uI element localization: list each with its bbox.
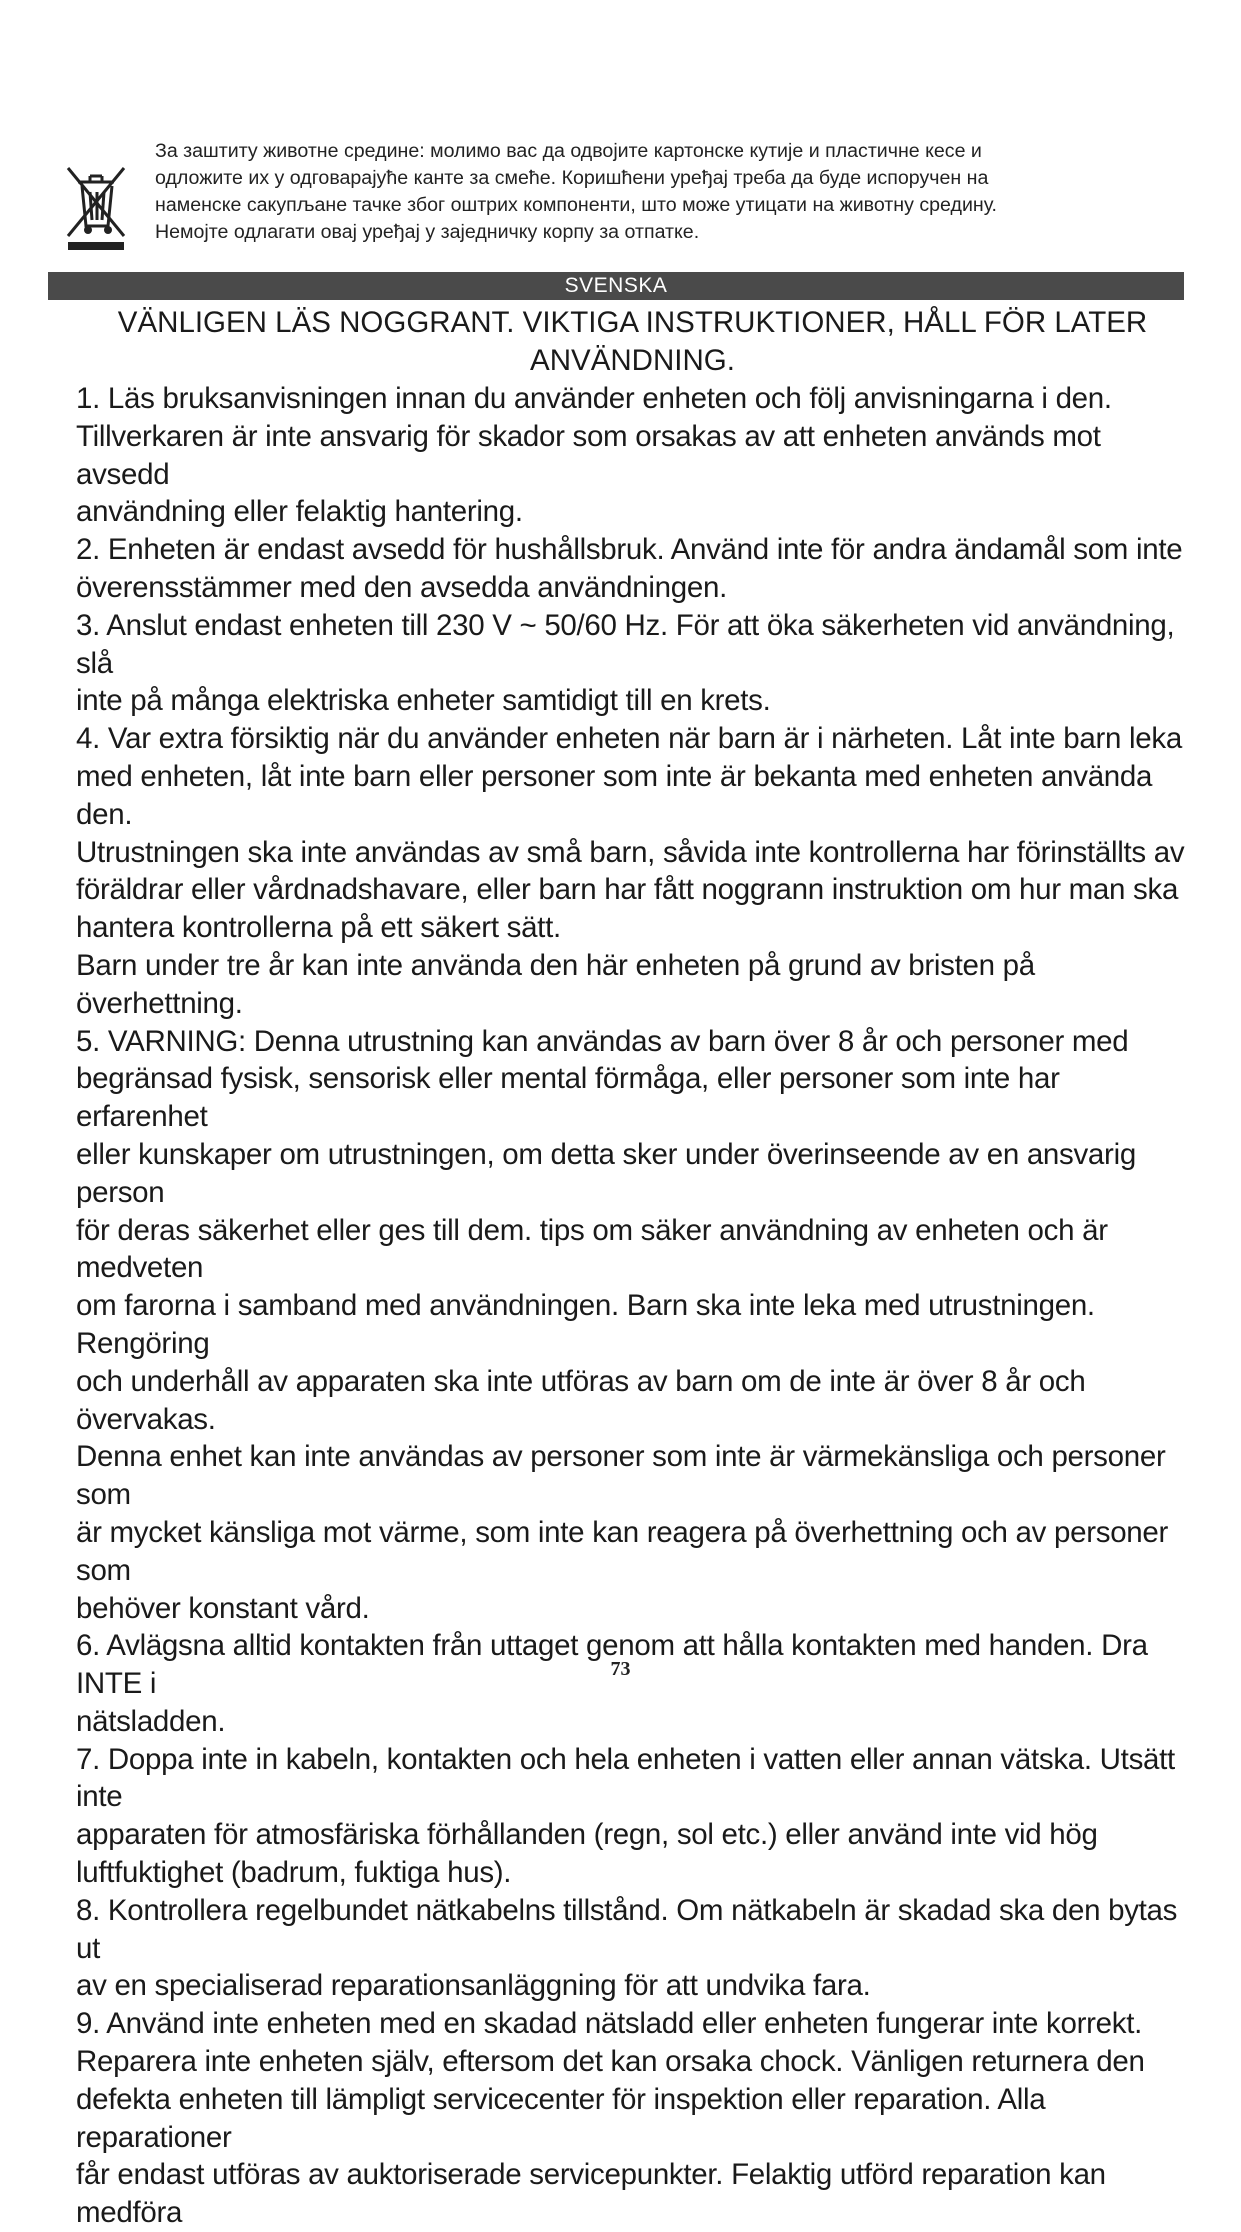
text-line: användning eller felaktig hantering. bbox=[76, 495, 523, 529]
text-line: 7. Doppa inte in kabeln, kontakten och hela enheten i vatten eller annan vätska. Utsätt inte bbox=[76, 1742, 1175, 1814]
crossed-out-wheelie-bin-icon bbox=[64, 164, 128, 252]
text-line: och underhåll av apparaten ska inte utföras av barn om de inte är över 8 år och övervakas. bbox=[76, 1364, 1086, 1436]
text-line: Utrustningen ska inte användas av små barn, såvida inte kontrollerna har förinställts av bbox=[76, 835, 1185, 869]
text-line: 1. Läs bruksanvisningen innan du använder enheten och följ anvisningarna i den. bbox=[76, 382, 1112, 415]
text-line: Reparera inte enheten själv, eftersom det kan orsaka chock. Vänligen returnera den bbox=[76, 2045, 1145, 2079]
disposal-line: За заштиту животне средине: молимо вас да одвојите картонске кутије и пластичне кесе и bbox=[155, 140, 982, 162]
text-line: föräldrar eller vårdnadshavare, eller barn har fått noggrann instruktion om hur man ska bbox=[76, 873, 1179, 907]
text-line: 5. VARNING: Denna utrustning kan användas av barn över 8 år och personer med bbox=[76, 1024, 1129, 1058]
text-line: hantera kontrollerna på ett säkert sätt. bbox=[76, 911, 561, 945]
page-number: 73 bbox=[610, 1658, 631, 1680]
text-line: apparaten för atmosfäriska förhållanden (regn, sol etc.) eller använd inte vid hög bbox=[76, 1818, 1098, 1852]
language-section-bar bbox=[48, 272, 1184, 300]
text-line: behöver konstant vård. bbox=[76, 1591, 370, 1625]
disposal-line: Немојте одлагати овај уређај у заједничку корпу за отпатке. bbox=[155, 221, 700, 243]
text-line: inte på många elektriska enheter samtidigt till en krets. bbox=[76, 684, 771, 718]
text-line: defekta enheten till lämpligt servicecenter för inspektion eller reparation. Alla reparationer bbox=[76, 2082, 1046, 2154]
text-line: överensstämmer med den avsedda användningen. bbox=[76, 570, 727, 604]
text-line: luftfuktighet (badrum, fuktiga hus). bbox=[76, 1856, 512, 1890]
text-line: Denna enhet kan inte användas av personer som inte är värmekänsliga och personer som bbox=[76, 1440, 1166, 1512]
text-line: nätsladden. bbox=[76, 1704, 226, 1738]
heading-line: VÄNLIGEN LÄS NOGGRANT. VIKTIGA INSTRUKTIONER, HÅLL FÖR LATER bbox=[117, 306, 1148, 339]
text-line: Barn under tre år kan inte använda den här enheten på grund av bristen på överhettning. bbox=[76, 948, 1035, 1020]
text-line: 3. Anslut endast enheten till 230 V ~ 50/60 Hz. För att öka säkerheten vid användning, slå bbox=[76, 608, 1175, 680]
disposal-line: наменске сакупљане тачке због оштрих компоненти, што може утицати на животну средину. bbox=[155, 194, 997, 216]
text-line: 6. Avlägsna alltid kontakten från uttaget genom att hålla kontakten med handen. Dra INTE i bbox=[76, 1629, 1148, 1701]
instructions-heading bbox=[100, 304, 1165, 380]
text-line: för deras säkerhet eller ges till dem. tips om säker användning av enheten och är medveten bbox=[76, 1213, 1108, 1285]
text-line: av en specialiserad reparationsanläggning för att undvika fara. bbox=[76, 1969, 871, 2003]
text-line: 8. Kontrollera regelbundet nätkabelns tillstånd. Om nätkabeln är skadad ska den bytas ut bbox=[76, 1893, 1178, 1965]
heading-line: ANVÄNDNING. bbox=[530, 344, 735, 377]
text-line: 2. Enheten är endast avsedd för hushållsbruk. Använd inte för andra ändamål som inte bbox=[76, 533, 1183, 567]
text-line: 4. Var extra försiktig när du använder enheten när barn är i närheten. Låt inte barn leka bbox=[76, 722, 1182, 756]
instructions-body bbox=[76, 380, 1188, 2232]
text-line: är mycket känsliga mot värme, som inte kan reagera på överhettning och av personer som bbox=[76, 1515, 1169, 1587]
text-line: får endast utföras av auktoriserade servicepunkter. Felaktig utförd reparation kan medföra bbox=[76, 2158, 1106, 2230]
language-label: SVENSKA bbox=[564, 274, 668, 297]
disposal-line: одложите их у одговарајуће канте за смеће. Коришћени уређај треба да буде испоручен на bbox=[155, 167, 989, 189]
text-line: 9. Använd inte enheten med en skadad nätsladd eller enheten fungerar inte korrekt. bbox=[76, 2007, 1143, 2041]
text-line: med enheten, låt inte barn eller personer som inte är bekanta med enheten använda den. bbox=[76, 759, 1153, 831]
text-line: eller kunskaper om utrustningen, om detta sker under överinseende av en ansvarig person bbox=[76, 1137, 1136, 1209]
text-line: begränsad fysisk, sensorisk eller mental förmåga, eller personer som inte har erfarenhet bbox=[76, 1062, 1060, 1134]
text-line: om farorna i samband med användningen. Barn ska inte leka med utrustningen. Rengöring bbox=[76, 1289, 1095, 1360]
text-line: Tillverkaren är inte ansvarig för skador som orsakas av att enheten används mot avsedd bbox=[76, 419, 1101, 491]
disposal-notice bbox=[155, 138, 1175, 246]
